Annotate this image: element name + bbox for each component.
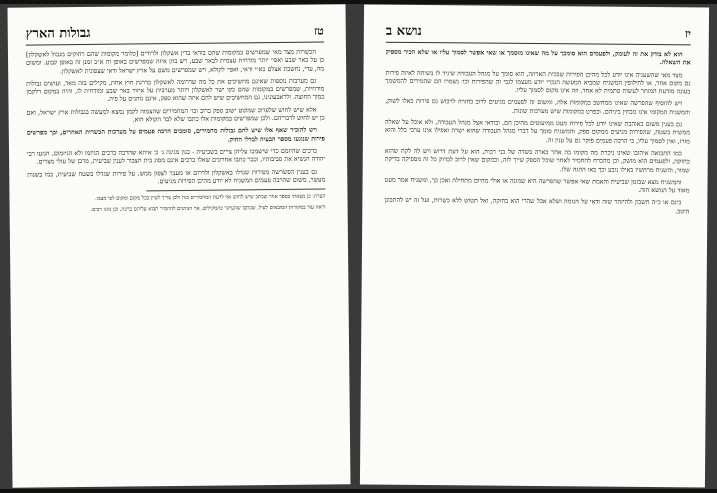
page-number: יז — [684, 27, 691, 41]
paragraph: גם בענין הפשרשה מפירות שגדלו באשקלון ולדרום או מעבר לצפון ממש, על פירות שגדלו בשטח שביעית, כמו בשנות מעשר, משום שהרבה פעמים המשגיח לא יודע מהיכן הפירות מגיעים. — [27, 168, 326, 186]
paragraph: כמו התבואה איהובו שאינו ניכרת מה מקומו בה אחר בארה בשדה של בני רבות, הוא על דעת דרוש ויש לה לקח שהוא בחזקה, ולפעמים הוא מושק, וכן מהכרח להחמיר לאחר שוכל הספק שייך לזה, ובמקום שאין לרוב לבדוק כל זה מספיקה בדיקת שמור, והשגיח מרחשיו כאילו נובע וכך באו ההגה שלו. — [384, 147, 690, 174]
paragraph: והמשגיח מצא שבזמן שביעית והאמת שאי אפשר שהפרשה היא שמונה או אולי מהיום מתחילה ואכן כך, ומשגיח אמר מעט מאוד על הנושא הזה. — [384, 176, 690, 195]
scan-shadow-bottom — [0, 489, 717, 493]
paragraph: גם מערבות נוספות שאינם מחשיבים את כל מה שדרומה לאשקלון כדרגת חוץ אחת, מקילים בזה מאד, ועושים גבולות מודחיות, שמפרשים במקומות שהם כקו ישר לאשקלון ויותר מערבית על איזור באר שבע ומודחית לו, והיה במקום דלקמן כמוך החוצה. ולראבעונינו, גם המחשיבים שיש להם איזה שהוא ספק, אינם נוהגים על פיה. — [26, 77, 325, 104]
page-number: טז — [313, 24, 324, 38]
paragraph: מצד מאי שהשעניה אינו יודע לכל מהיכן הפירות שבכית הארוזה, הוא סומך על מגהל העבודה שיגיד לו בשיחה לאיזה פירות גם מקום אחר, או לחילופין המשגיח שמביא המעשה הנכרי יודע מעצמו לגבי זה שהפירות וכו׳ נשמרו הם שהמירים להמשמך בעונה מודעת המותר לעשות סתמית לא אחד, וזה אינו מקום לסמוך עליו. — [385, 69, 691, 96]
paragraph: ויש להזכיר שאף אלו שיש להם גבולות מחמירים, סומכים הרבה פעמים על מערכות הכשרות האחרים, וכך מפרשים פירות שנוגעו מספר הבעיה לבדלי החוק. — [26, 126, 325, 144]
page-title: נושא ב — [385, 23, 422, 40]
paragraph: הכשרות מצד מאי שמפרשים במקומות שהם בודאי בדין אשקלון ולרודים [כלומר מקומות שהם רחוקים מגבול לאשקלון] כן על כאר שבע ואפי׳ יותר מודחית עצמית לבאר שבע, ויש בהן איזה שמפרשים באופן זה א״כ זמנן זה באופן קבוע. ומשום מה, עדי, נחשבת אצלם כא״י ודאי, ואפי׳ לקולא, ויש שמפרשים משם על ארץ ישראל ודאי שצפונית לאשקלון. — [25, 48, 325, 75]
footnote: הערה: כן מצאתי בספר אחר שכתב שיש לחוש אף לדעת המחמירים בזה ולכן צריך לעיין בכל מקום ומקום לפי מצבו. — [95, 193, 326, 203]
page-title: גבולות הארץ — [25, 25, 91, 42]
footnote: וראה עוד במקורות המובאים לעיל, שכתבו שהעיקר כהמקילים, אך הנוהגים להחמיר תבוא עליהם ברכה, וכן נהגו רבים. — [90, 204, 326, 214]
right-page — [360, 5, 709, 488]
paragraph: גם בענין משום באוהבת שאינו יודע לכל פירות מעט ממיעוטים מהיכן הם, ובודאי אצל מנהל העבודה, ולא אוכל על שאלה ממשית בשטח, שהפירות מגיעים ממקום ספק, והמשגיח סומך על דברי מגהל העבודה שהוא ישרה ואפילו אינו ערבי כלל והוא מזרז, ואין לסמוך עליו, כי הרבה פעמים פוקר גם על ענין זה. — [384, 118, 691, 146]
paragraph: בינם או כ״ה חשבון ולהיזהר שזה ודאי על הגזמה ושלא אכל שהרי הוא בחזקה, ואל תטוש ללא כשרות, ועל זה יש להתבונן היטב. — [384, 197, 690, 216]
paragraph: אלא שיש לחוש שלפרוכ שמקום ישוב ספק ברוב וכו׳ המחמירים שהצמוה לקמן נמצא למעשה בגבולות ארץ ישראל, ואם כן יש לחוש לדבריהם. ולכן שמפרשים במקומות אלו כתבו שלא לבד הקולא הוא. — [26, 106, 325, 124]
scan-shadow-top — [0, 0, 717, 4]
paragraph: הוא לא בודק את זה לעומק, ולפעמים הוא סומכך על מה שאינו מוסמך או שאי אפשר לסמוך עליו או שלא הכיר מספיק את השאלה. — [385, 48, 691, 67]
footnotes — [27, 194, 325, 215]
left-page — [7, 4, 350, 488]
footnote-divider — [147, 189, 326, 192]
page-header — [386, 23, 691, 46]
paragraph: כרכים שהיזמם כדי שישמכו עליהן צייים בשביעית - כגון מגינה ג׳ כ׳ איתא שהרבה כרכים הגיזמו ולא הגיזמום, הגזעו רבי יהודה הנשיא את סביבותיו, וכבר כתבו אחרונים שאלו כרכים אינם מסוג בית הצבור לענין שביעית, מרבן של עולי מצרים. — [26, 147, 326, 166]
paragraph: ויש להוסיף שהפרשה שאינו ממחשב במקומות אלה, ומשום זה לפעמים מגיעים לרוב בחזרה לרכוש גם פירות כאלו לשוק, והמשגיח המקומי אינו מבחין ביניהם. ובפרט במקומות שיש מערכות שונות. — [385, 98, 691, 117]
page-header — [26, 22, 324, 45]
